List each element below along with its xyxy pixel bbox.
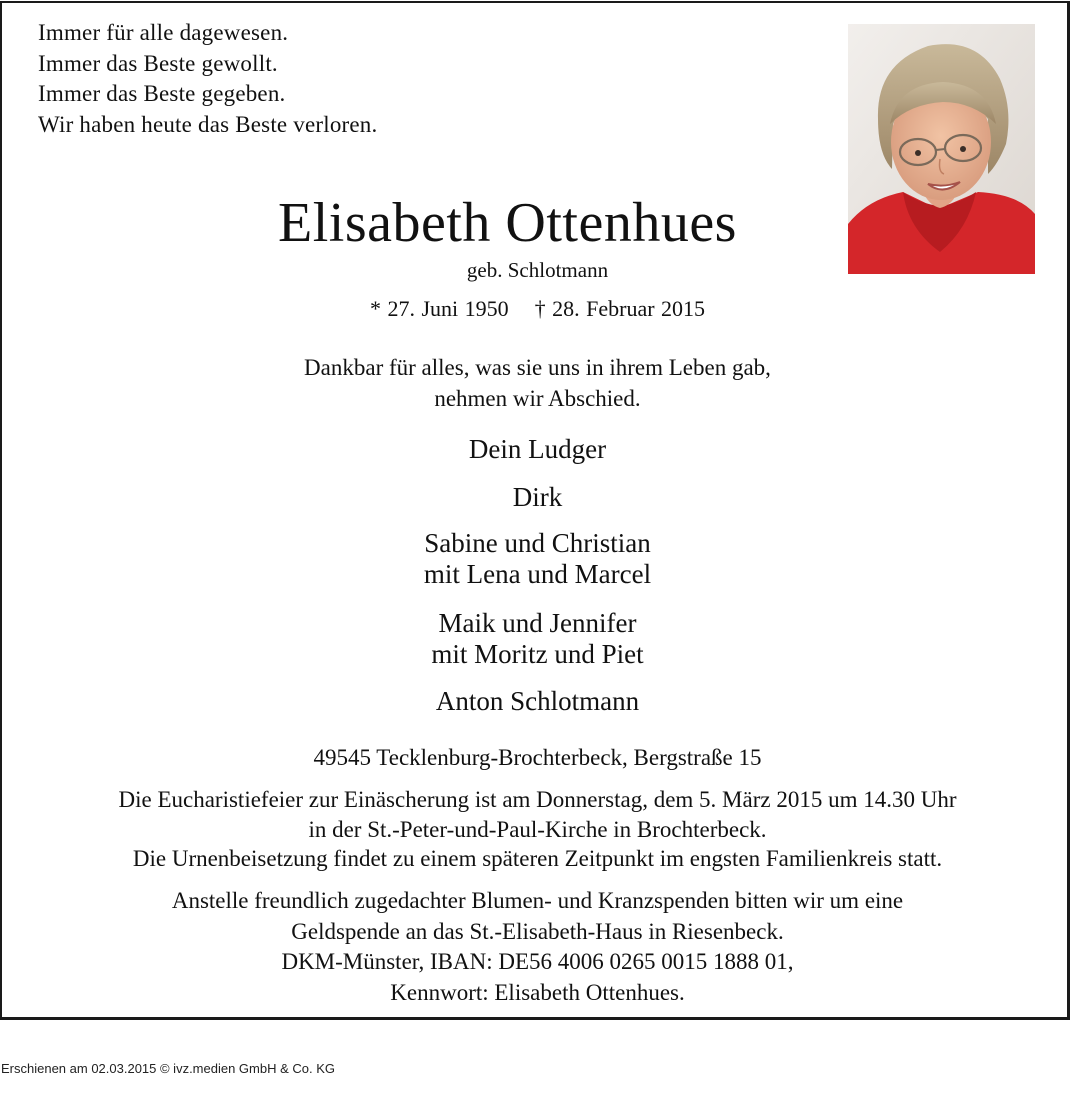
birth-date: * 27. Juni 1950 [369,296,509,321]
thanks-line: Dankbar für alles, was sie uns in ihrem Leben gab, [304,355,771,380]
poem-line: Immer das Beste gewollt. [38,50,278,76]
family-line: Anton Schlotmann [435,686,640,716]
family-group-5 [0,686,1075,717]
poem-line: Immer für alle dagewesen. [38,20,289,45]
death-date: † 28. Februar 2015 [534,296,706,321]
family-group-1 [0,434,1075,465]
publication-credit: Erschienen am 02.03.2015 © ivz.medien GmbH & Co. KG [1,1061,336,1076]
poem [38,18,377,140]
donation-line: Anstelle freundlich zugedachter Blumen- und Kranzspenden bitten wir um eine [171,888,904,913]
donation-info [0,886,1075,1008]
address: 49545 Tecklenburg-Brochterbeck, Bergstraße 15 [313,745,762,770]
life-dates [0,295,1075,323]
service-line: Die Urnenbeisetzung findet zu einem späteren Zeitpunkt im engsten Familienkreis statt. [132,846,943,871]
family-group-3 [0,528,1075,589]
service-line: in der St.-Peter-und-Paul-Kirche in Brochterbeck. [308,816,767,842]
donation-line: DKM-Münster, IBAN: DE56 4006 0265 0015 1888 01, [281,949,794,974]
thanks-line: nehmen wir Abschied. [434,385,641,411]
poem-line: Wir haben heute das Beste verloren. [38,111,378,137]
family-group-2 [0,482,1075,513]
thanks-text [0,353,1075,414]
donation-line: Kennwort: Elisabeth Ottenhues. [390,979,685,1005]
service-info [0,785,1075,874]
poem-line: Immer das Beste gegeben. [38,81,286,106]
family-line: mit Lena und Marcel [423,558,652,589]
family-line: Maik und Jennifer [438,608,637,638]
deceased-name: Elisabeth Ottenhues [278,192,737,254]
family-group-4 [0,608,1075,669]
maiden-name: geb. Schlotmann [466,258,609,282]
family-line: Dein Ludger [468,434,607,464]
family-line: Sabine und Christian [424,528,651,558]
service-line: Die Eucharistiefeier zur Einäscherung ist am Donnerstag, dem 5. März 2015 um 14.30 Uhr [118,787,957,812]
donation-line: Geldspende an das St.-Elisabeth-Haus in Riesenbeck. [291,918,784,944]
family-line: Dirk [512,482,563,512]
family-line: mit Moritz und Piet [431,638,644,669]
